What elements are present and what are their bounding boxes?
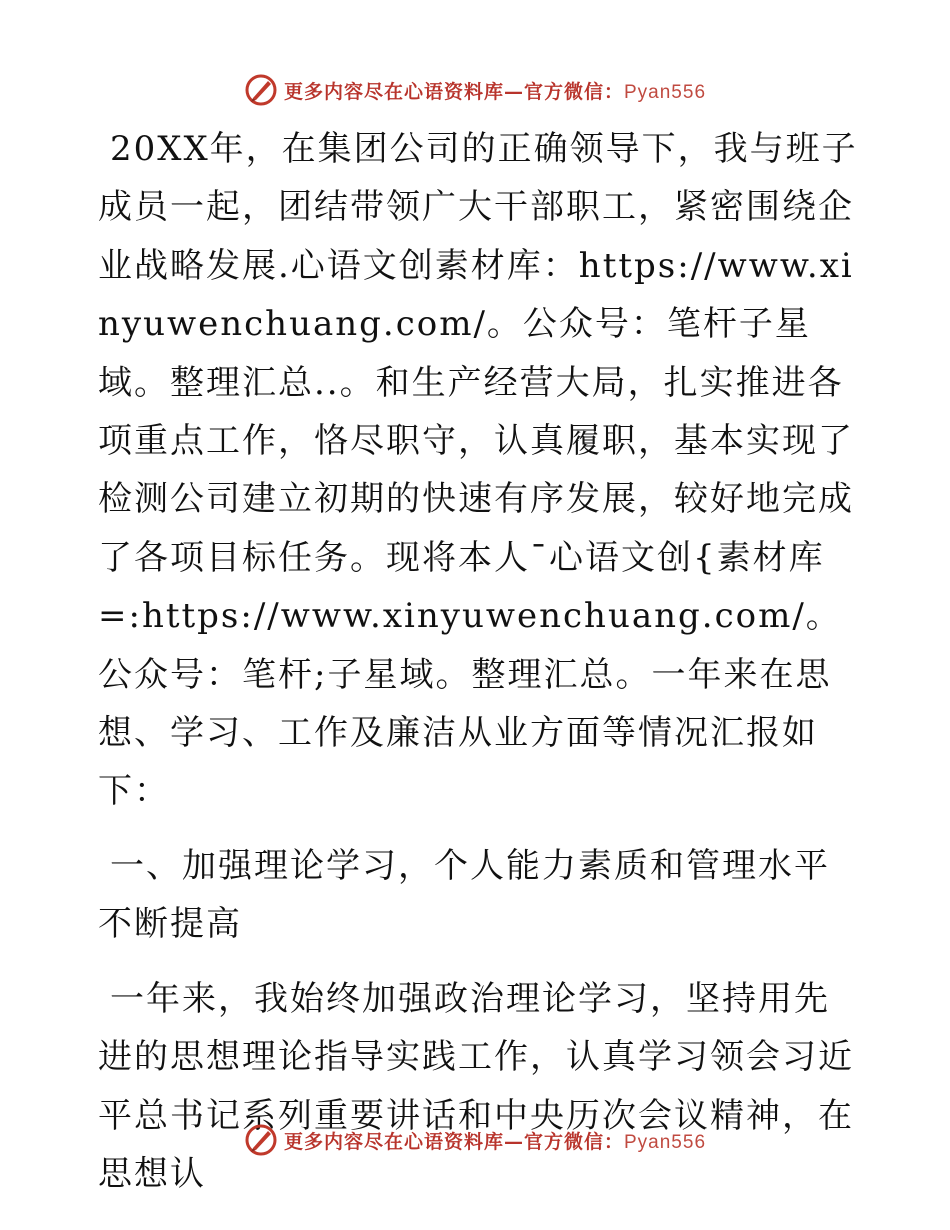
- body-paragraph-2: 一年来，我始终加强政治理论学习，坚持用先进的思想理论指导实践工作，认真学习领会习近平总书记系列重要讲话和中央历次会议精神，在思想认: [98, 978, 854, 1194]
- header-banner: [0, 70, 950, 110]
- footer-separator: —: [503, 1130, 524, 1153]
- footer-banner-text: [284, 1127, 706, 1154]
- section-heading-1: 一、加强理论学习，个人能力素质和管理水平不断提高: [98, 845, 830, 945]
- banner-separator: —: [503, 80, 524, 103]
- footer-banner: [0, 1120, 950, 1160]
- banner-library-text: 更多内容尽在心语资料库: [283, 80, 504, 103]
- header-banner-text: [284, 77, 706, 104]
- banner-wechat-id: Pyan556: [624, 81, 707, 103]
- footer-wechat-id: Pyan556: [624, 1131, 707, 1153]
- quill-pen-logo-icon: [244, 1123, 278, 1157]
- banner-wechat-label: 官方微信：: [523, 80, 624, 103]
- document-body: [98, 120, 858, 1203]
- body-paragraph-1: 20XX年，在集团公司的正确领导下，我与班子成员一起，团结带领广大干部职工，紧密围绕企业战略发展.心语文创素材库：https://www.xinyuwenchuang.com/。公众号：笔杆子星域。整理汇总..。和生产经营大局，扎实推进各项重点工作，恪尽职守，认真履职，基本实现了检测公司建立初期的快速有序发展，较好地完成了各项目标任务。现将本人¯心语文创{素材库=:https://www.xinyuwenchuang.com/。公众号：笔杆;子星域。整理汇总。一年来在思想、学习、工作及廉洁从业方面等情况汇报如下：: [98, 129, 858, 812]
- quill-pen-logo-icon: [244, 73, 278, 107]
- footer-wechat-label: 官方微信：: [523, 1130, 624, 1153]
- footer-library-text: 更多内容尽在心语资料库: [283, 1130, 504, 1153]
